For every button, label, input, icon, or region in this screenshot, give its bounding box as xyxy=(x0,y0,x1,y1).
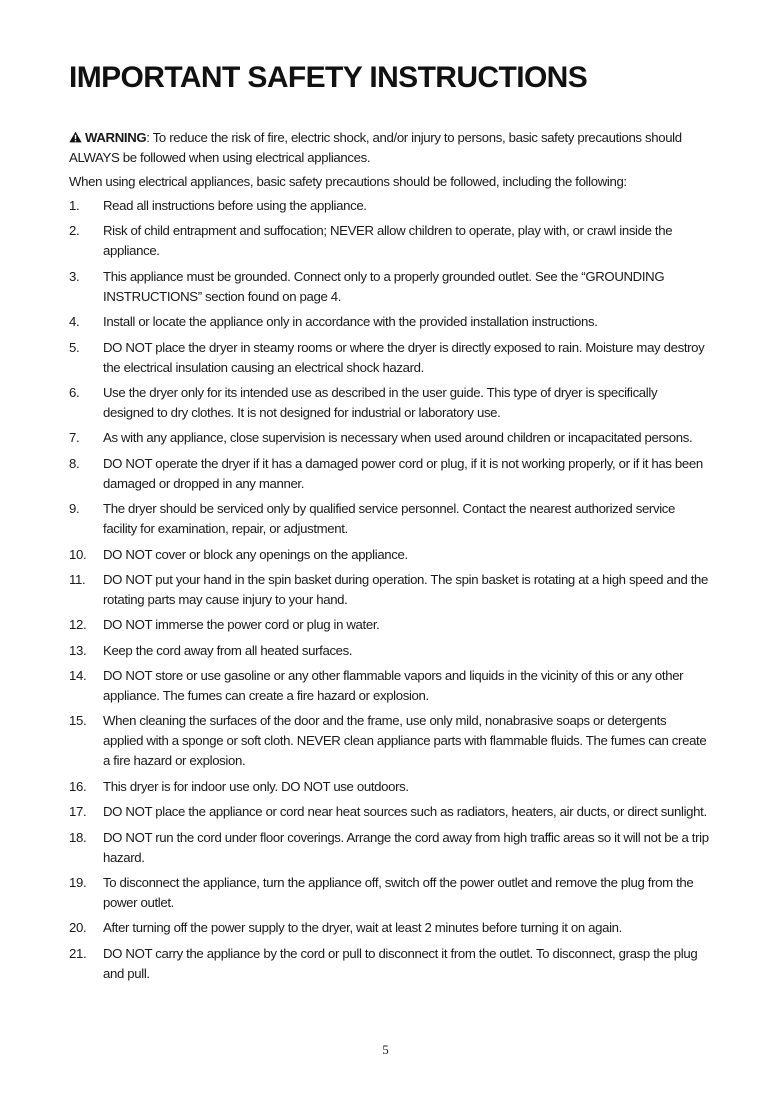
instruction-text: To disconnect the appliance, turn the appliance off, switch off the power outlet and remove the plug from the power outlet. xyxy=(103,875,694,911)
instruction-number: 14. xyxy=(69,668,87,684)
instruction-number: 15. xyxy=(69,713,87,729)
warning-paragraph xyxy=(69,128,705,168)
instruction-number: 2. xyxy=(69,223,80,239)
instruction-item xyxy=(69,711,709,771)
instruction-number: 19. xyxy=(69,875,87,891)
instruction-item xyxy=(69,802,709,822)
instruction-number: 16. xyxy=(69,778,87,794)
instruction-number: 4. xyxy=(69,314,80,330)
instruction-text: DO NOT run the cord under floor coverings. Arrange the cord away from high traffic areas so it will not be a trip hazard. xyxy=(103,829,709,865)
page-title: IMPORTANT SAFETY INSTRUCTIONS xyxy=(69,61,588,94)
instruction-text: DO NOT store or use gasoline or any other flammable vapors and liquids in the vicinity of this or any other appliance. The fumes can create a fire hazard or explosion. xyxy=(103,668,684,704)
instruction-number: 8. xyxy=(69,455,80,471)
instruction-item xyxy=(69,221,709,261)
instruction-item xyxy=(69,267,709,307)
instruction-number: 6. xyxy=(69,384,80,400)
instruction-item xyxy=(69,873,709,913)
instruction-item xyxy=(69,383,709,423)
instruction-number: 1. xyxy=(69,198,80,213)
instruction-text: DO NOT operate the dryer if it has a damaged power cord or plug, if it is not working properly, or if it has been damaged or dropped in any manner. xyxy=(103,455,703,491)
instruction-item xyxy=(69,918,709,938)
instruction-text: When cleaning the surfaces of the door and the frame, use only mild, nonabrasive soaps or detergents applied with a sponge or soft cloth. NEVER clean appliance parts with flammable fluids. The fumes can create a fire hazard or explosion. xyxy=(103,713,707,769)
instruction-number: 10. xyxy=(69,546,87,562)
instruction-text: DO NOT immerse the power cord or plug in water. xyxy=(103,617,380,633)
instruction-item xyxy=(69,641,709,661)
page-number: 5 xyxy=(382,1042,389,1057)
instruction-text: Keep the cord away from all heated surfaces. xyxy=(103,642,353,658)
instruction-text: Use the dryer only for its intended use as described in the user guide. This type of dryer is specifically designed to dry clothes. It is not designed for industrial or laboratory use. xyxy=(103,384,658,420)
instruction-list xyxy=(69,196,709,984)
instruction-item xyxy=(69,312,709,332)
instruction-text: This dryer is for indoor use only. DO NOT use outdoors. xyxy=(103,778,409,794)
instruction-item xyxy=(69,570,709,610)
instruction-number: 7. xyxy=(69,430,80,446)
instruction-item xyxy=(69,454,709,494)
instruction-number: 12. xyxy=(69,617,87,633)
instruction-item xyxy=(69,666,709,706)
instruction-text: This appliance must be grounded. Connect only to a properly grounded outlet. See the “GROUNDING INSTRUCTIONS” section found on page 4. xyxy=(103,268,665,304)
instruction-number: 5. xyxy=(69,339,80,355)
intro-text: When using electrical appliances, basic safety precautions should be followed, including the following: xyxy=(69,174,627,189)
instruction-item xyxy=(69,338,709,378)
instruction-text: Read all instructions before using the appliance. xyxy=(103,198,367,213)
instruction-text: DO NOT place the appliance or cord near heat sources such as radiators, heaters, air ducts, or direct sunlight. xyxy=(103,804,707,820)
instruction-item xyxy=(69,828,709,868)
instruction-text: As with any appliance, close supervision is necessary when used around children or incapacitated persons. xyxy=(103,430,693,446)
warning-label: WARNING xyxy=(85,130,147,145)
instruction-text: DO NOT put your hand in the spin basket during operation. The spin basket is rotating at a high speed and the rotating parts may cause injury to your hand. xyxy=(103,571,709,607)
instruction-number: 20. xyxy=(69,920,87,936)
instruction-text: After turning off the power supply to the dryer, wait at least 2 minutes before turning it on again. xyxy=(103,920,622,936)
instruction-text: The dryer should be serviced only by qualified service personnel. Contact the nearest authorized service facility for examination, repair, or adjustment. xyxy=(103,501,676,537)
instruction-item xyxy=(69,545,709,565)
instruction-number: 13. xyxy=(69,642,87,658)
instruction-item xyxy=(69,428,709,448)
instruction-text: DO NOT place the dryer in steamy rooms or where the dryer is directly exposed to rain. Moisture may destroy the electrical insulation causing an electrical shock hazard. xyxy=(103,339,705,375)
instruction-number: 9. xyxy=(69,501,80,517)
instruction-number: 3. xyxy=(69,268,80,284)
instruction-text: DO NOT cover or block any openings on the appliance. xyxy=(103,546,408,562)
instruction-item xyxy=(69,615,709,635)
instruction-item xyxy=(69,777,709,797)
instruction-number: 11. xyxy=(69,571,86,587)
warning-text: : To reduce the risk of fire, electric shock, and/or injury to persons, basic safety precautions should ALWAYS be followed when using electrical appliances. xyxy=(69,130,682,165)
instruction-item xyxy=(69,499,709,539)
instruction-item xyxy=(69,944,709,984)
instruction-number: 17. xyxy=(69,804,87,820)
instruction-text: DO NOT carry the appliance by the cord or pull to disconnect it from the outlet. To disconnect, grasp the plug and pull. xyxy=(103,945,698,981)
safety-content xyxy=(69,128,709,989)
instruction-text: Install or locate the appliance only in accordance with the provided installation instructions. xyxy=(103,314,598,330)
warning-heading xyxy=(69,130,146,145)
instruction-number: 21. xyxy=(69,945,87,961)
instruction-item xyxy=(69,196,709,216)
warning-triangle-icon xyxy=(69,131,82,143)
instruction-text: Risk of child entrapment and suffocation; NEVER allow children to operate, play with, or crawl inside the appliance. xyxy=(103,223,673,259)
instruction-number: 18. xyxy=(69,829,87,845)
